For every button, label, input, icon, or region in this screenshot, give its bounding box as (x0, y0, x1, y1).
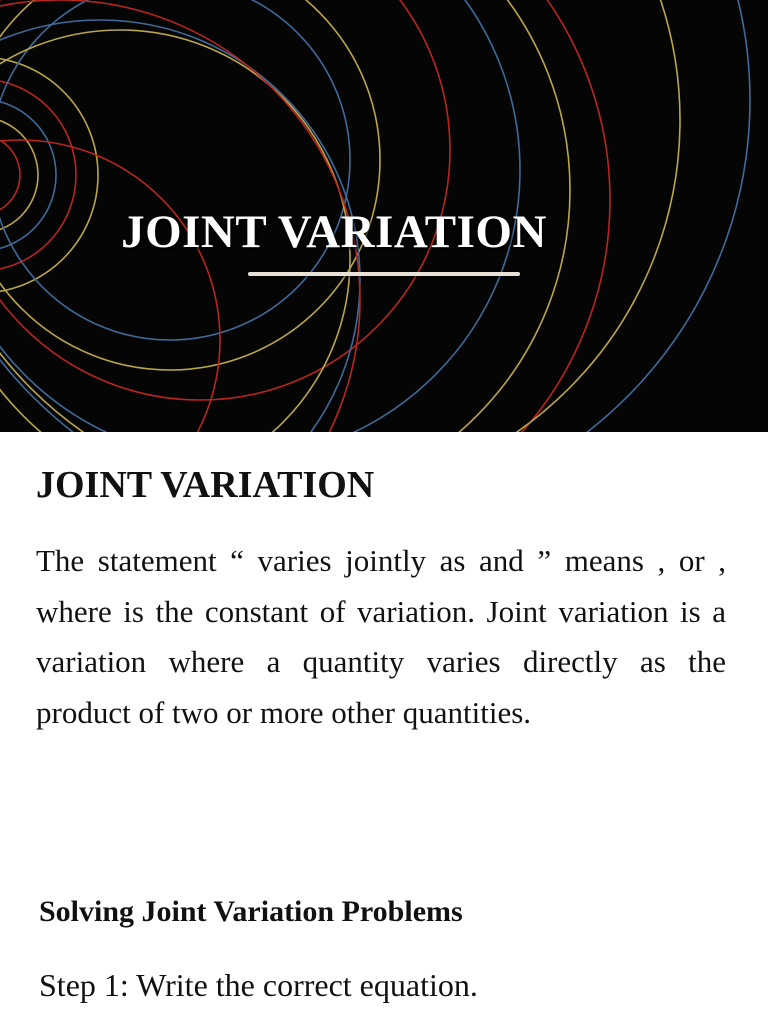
definition-section (36, 462, 726, 738)
title-underline (248, 272, 520, 276)
step-1-text: Step 1: Write the correct equation. (39, 967, 478, 1003)
solving-heading: Solving Joint Variation Problems (39, 895, 463, 928)
section-heading: JOINT VARIATION (36, 464, 375, 506)
title-banner (0, 0, 768, 432)
definition-paragraph: The statement “ varies jointly as and ” means , or , where is the constant of variation. Joint variation is a variation where a quantity varies directly as the product of two or more other quantities. (36, 543, 726, 730)
banner-title: JOINT VARIATION (121, 206, 547, 258)
